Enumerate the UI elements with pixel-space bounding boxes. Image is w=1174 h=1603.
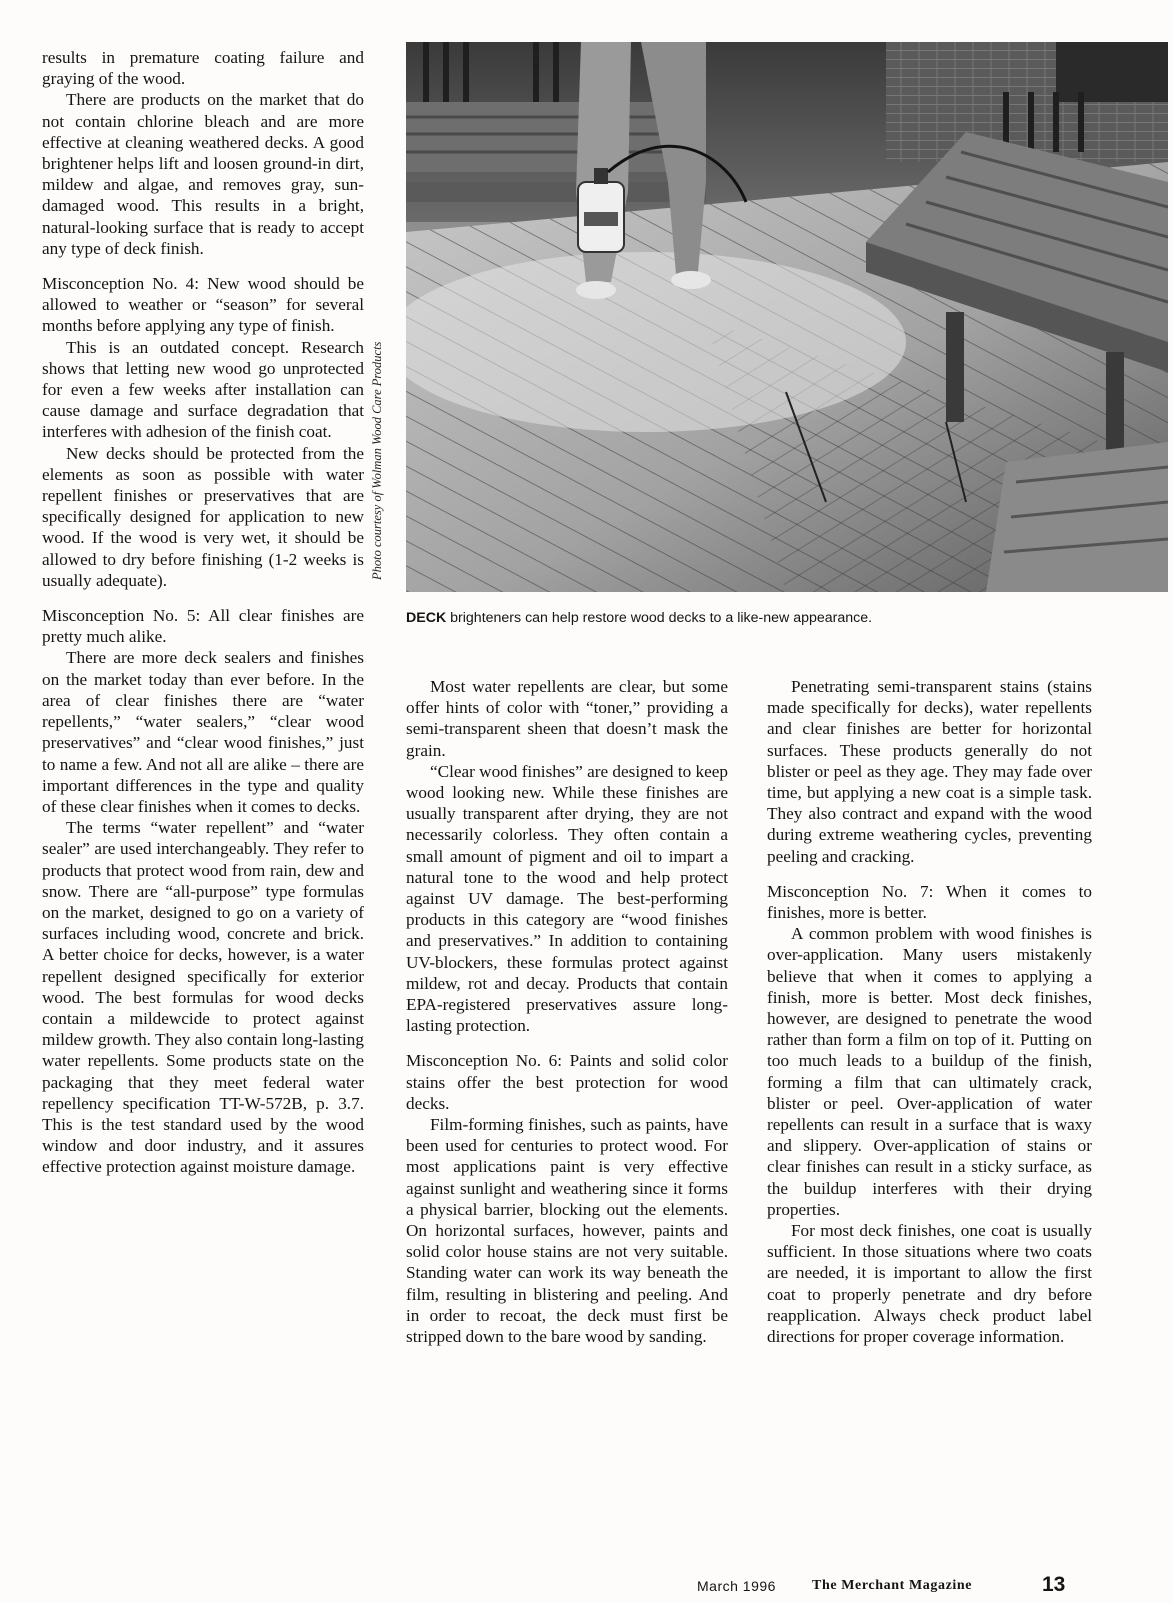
paragraph: “Clear wood finishes” are designed to keep wood looking new. While these finishes are usually transparent after drying, they are not necessarily colorless. They often contain a small amount of pigment and oil to impart a natural tone to the wood and help protect against UV damage. The best-performing products in this category are “wood finishes and preservatives.” In addition to containing UV-blockers, these formulas protect against mildew, rot and decay. Products that contain EPA-registered preservatives assure long-lasting protection. [406, 761, 728, 1036]
paragraph: Film-forming finishes, such as paints, have been used for centuries to protect wood. For most applications paint is very effective against sunlight and weathering since it forms a physical barrier, blocking out the elements. On horizontal surfaces, however, paints and solid color house stains are not very suitable. Standing water can work its way beneath the film, resulting in blistering and peeling. And in order to recoat, the deck must first be stripped down to the bare wood by sanding. [406, 1115, 728, 1347]
footer-date: March 1996 [697, 1578, 776, 1594]
photo-caption [406, 610, 1166, 626]
paragraph: There are more deck sealers and finishes on the market today than ever before. In the area of clear finishes there are “water repellents,” “water sealers,” “clear wood preservatives” and “clear wood finishes,” just to name a few. And not all are alike – there are important differences in the type and quality of these clear finishes when it comes to decks. [42, 648, 364, 816]
caption-text: brighteners can help restore wood decks to a like-new appearance. [446, 610, 873, 626]
paragraph: Penetrating semi-transparent stains (stains made specifically for decks), water repellents and clear finishes are better for horizontal surfaces. These products generally do not blister or peel as they age. They may fade over time, but applying a new coat is a simple task. They also contract and expand with the wood during extreme weathering cycles, preventing peeling and cracking. [767, 677, 1092, 866]
photo-credit: Photo courtesy of Wolman Wood Care Products [370, 341, 384, 580]
paragraph: Most water repellents are clear, but some offer hints of color with “toner,” providing a semi-transparent sheen that doesn’t mask the grain. [406, 677, 728, 760]
drop-letter: M [42, 274, 58, 294]
deck-photo [406, 42, 1168, 592]
misconception-6-heading: Misconception No. 6: Paints and solid color stains offer the best protection for wood decks. [406, 1051, 728, 1113]
misconception-4-heading: Misconception No. 4: New wood should be allowed to weather or “season” for several months before applying any type of finish. [42, 274, 364, 336]
page-number: 13 [1042, 1573, 1066, 1596]
column-3 [767, 676, 1092, 1347]
paragraph: New decks should be protected from the elements as soon as possible with water repellent finishes or preservatives that are specifically designed for application to new wood. If the wood is very wet, it should be allowed to dry before finishing (1-2 weeks is usually adequate). [42, 443, 364, 590]
deck-photo-image [406, 42, 1168, 592]
paragraph: This is an outdated concept. Research shows that letting new wood go unprotected for even a few weeks after installation can cause damage and surface degradation that interferes with adhesion of the finish coat. [42, 337, 364, 442]
column-2 [406, 676, 728, 1347]
page-footer [697, 1575, 1147, 1601]
column-1 [42, 47, 364, 1178]
paragraph: A common problem with wood finishes is over-application. Many users mistakenly believe that when it comes to applying a finish, more is better. Most deck finishes, however, are designed to penetrate the wood rather than form a film on top of it. Putting on too much leads to a buildup of the finish, forming a film that can ultimately crack, blister or peel. Over-application of water repellents can result in a surface that is waxy and slippery. Over-application of stains or clear finishes can result in a sticky surface, as the buildup interferes with their drying properties. [767, 924, 1092, 1219]
drop-letter: M [42, 606, 58, 626]
drop-letter: M [767, 881, 783, 901]
caption-lead: DECK [406, 610, 447, 626]
paragraph: There are products on the market that do not contain chlorine bleach and are more effective at cleaning weathered decks. A good brightener helps lift and loosen ground-in dirt, mildew and algae, and removes gray, sun-damaged wood. This results in a bright, natural-looking surface that is ready to accept any type of deck finish. [42, 90, 364, 258]
paragraph: results in premature coating failure and graying of the wood. [42, 48, 364, 89]
footer-magazine: The Merchant Magazine [812, 1578, 973, 1593]
misconception-5-heading: Misconception No. 5: All clear finishes are pretty much alike. [42, 606, 365, 647]
paragraph: For most deck finishes, one coat is usually sufficient. In those situations where two coats are needed, it is important to allow the first coat to properly penetrate and dry before reapplication. Always check product label directions for proper coverage information. [767, 1221, 1092, 1347]
drop-letter: M [406, 1051, 422, 1071]
misconception-7-heading: Misconception No. 7: When it comes to finishes, more is better. [767, 881, 1092, 923]
paragraph: The terms “water repellent” and “water sealer” are used interchangeably. They refer to products that protect wood from rain, dew and snow. There are “all-purpose” type formulas on the market, designed to go on a variety of surfaces including wood, concrete and brick. A better choice for decks, however, is a water repellent designed specifically for exterior wood. The best formulas for wood decks contain a mildewcide to protect against mildew growth. They also contain long-lasting water repellents. Some products state on the packaging that they meet federal water repellency specification TT-W-572B, p. 3.7. This is the test standard used by the wood window and door industry, and it assures effective protection against moisture damage. [42, 818, 364, 1177]
